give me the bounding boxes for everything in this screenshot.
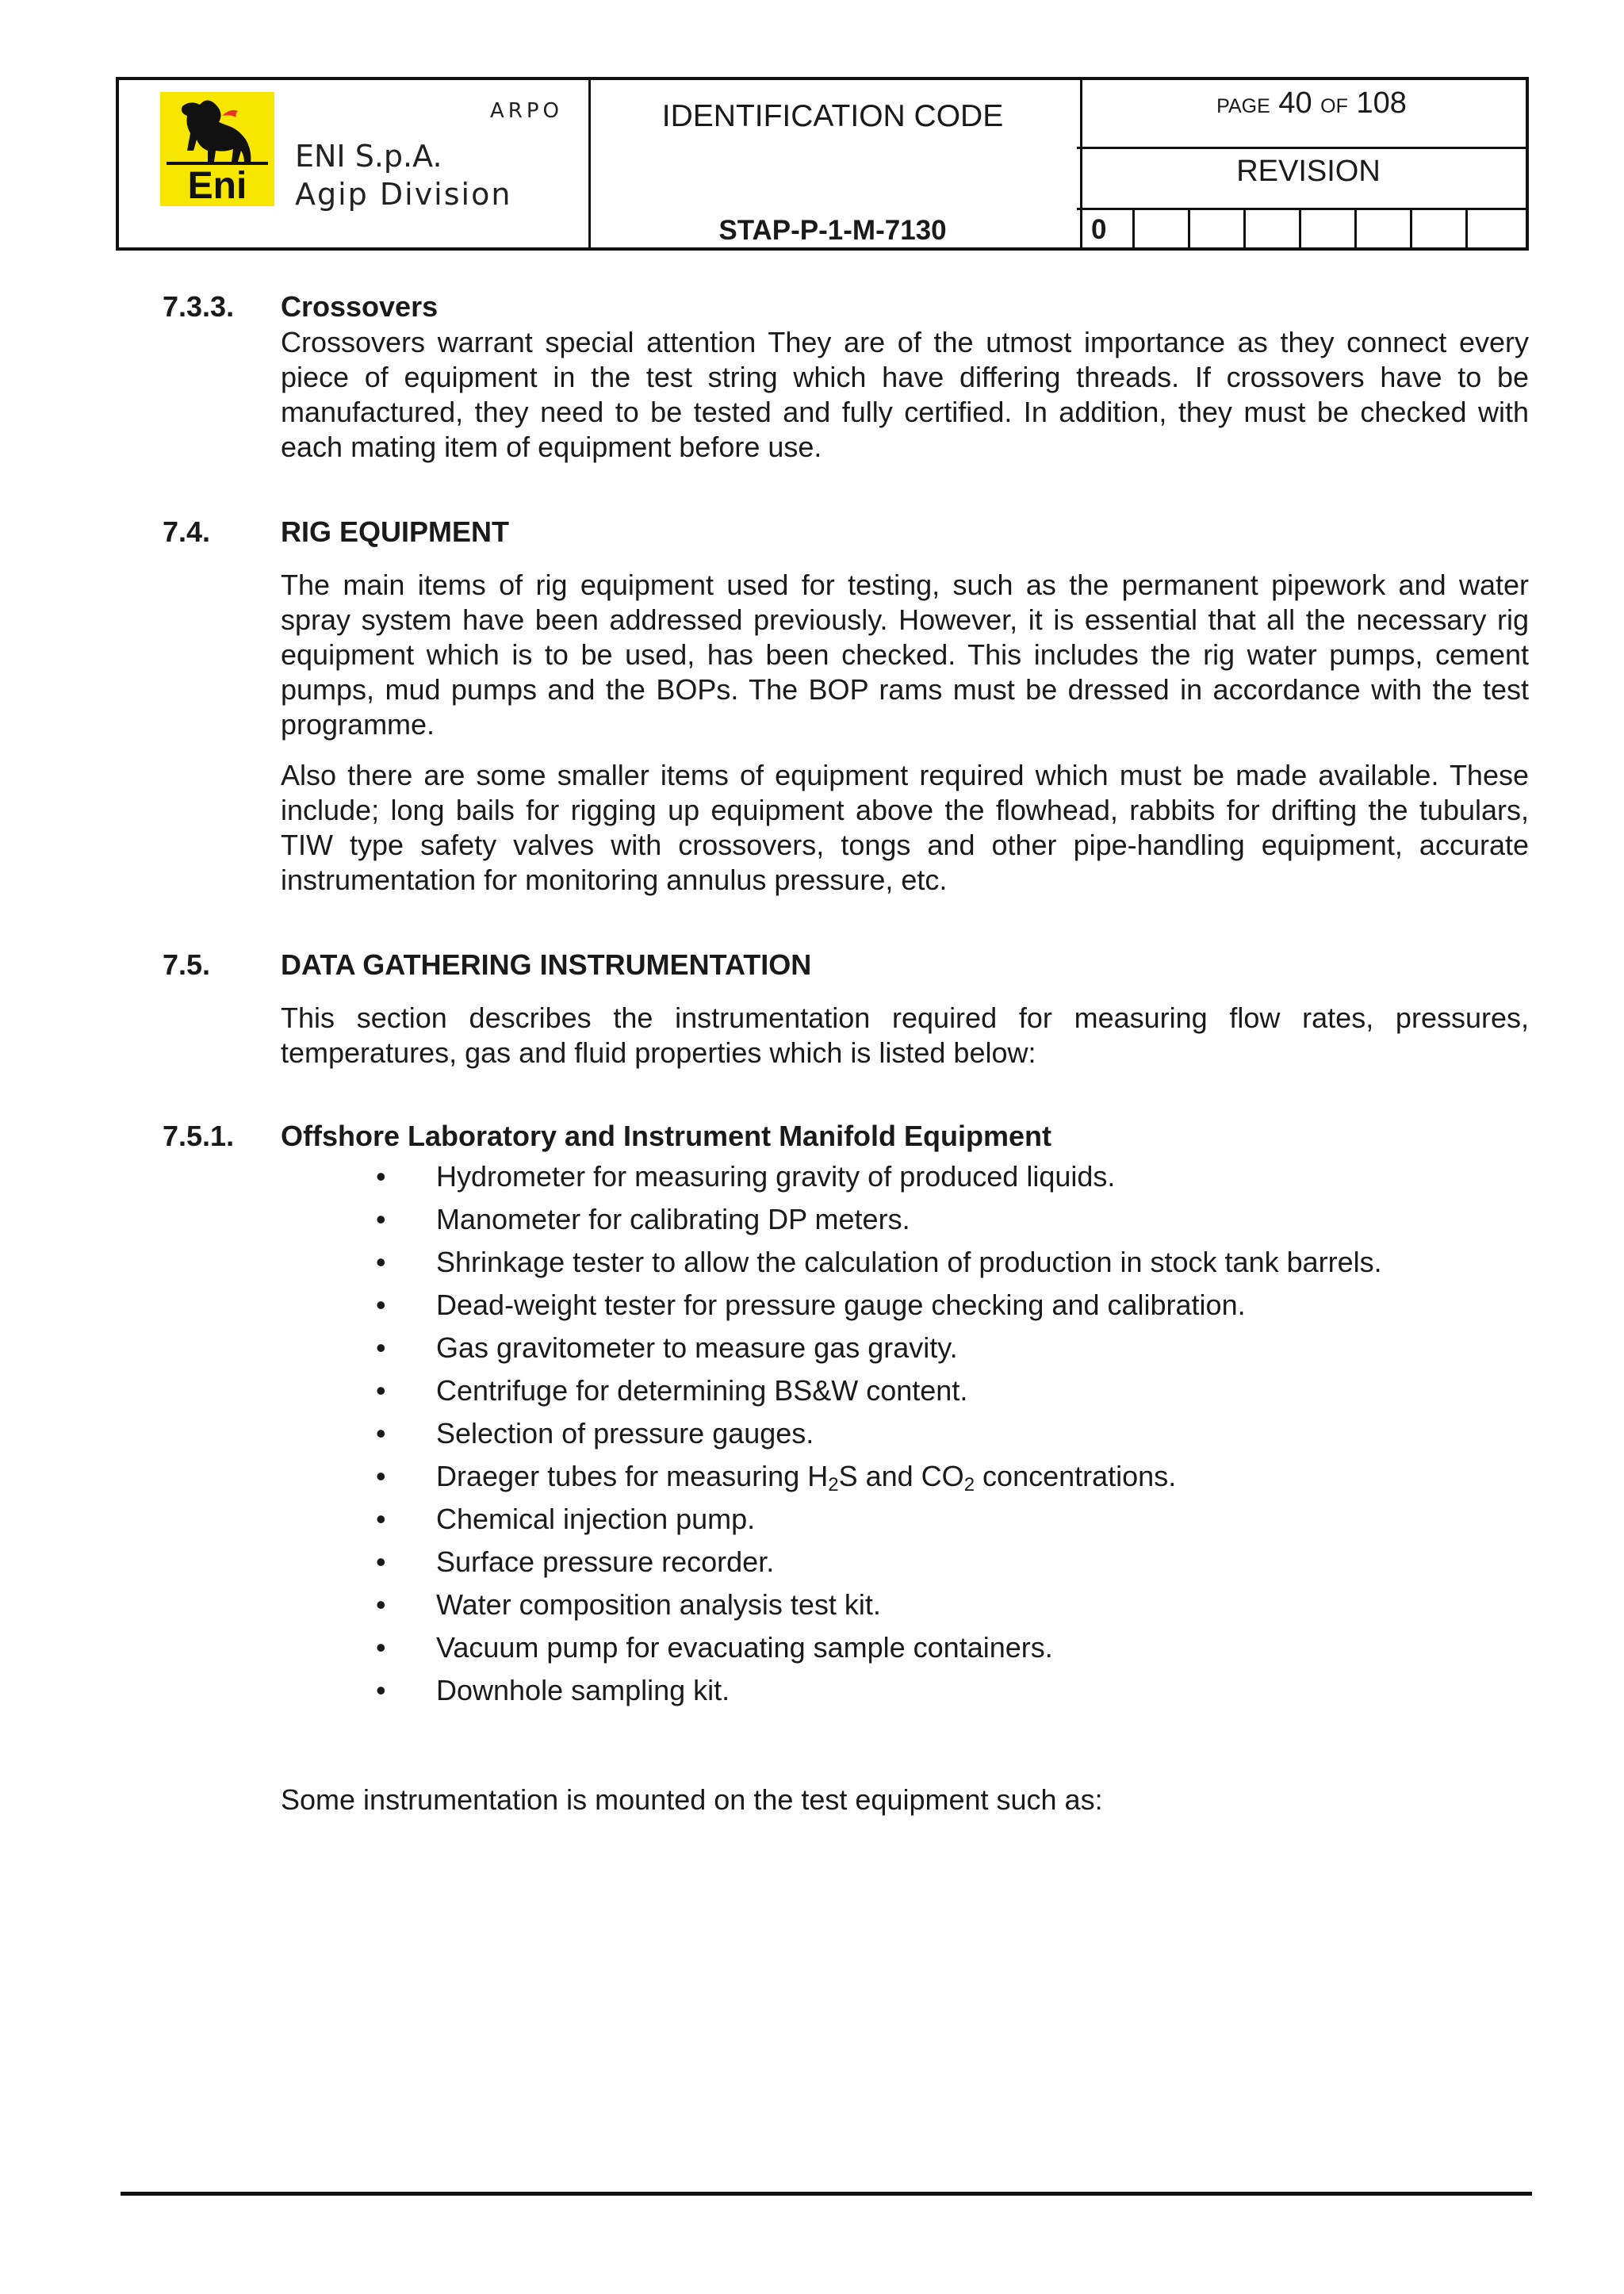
revision-cell: [1188, 210, 1190, 249]
revision-divider-top: [1077, 147, 1527, 149]
subscript: 2: [963, 1474, 975, 1496]
bullet-icon: •: [376, 1503, 386, 1535]
draeger-prefix: Draeger tubes for measuring H: [436, 1460, 829, 1492]
list-item: [281, 1159, 1529, 1202]
bullet-icon: •: [376, 1331, 386, 1364]
list-item-text: Water composition analysis test kit.: [436, 1588, 881, 1621]
bullet-icon: •: [376, 1289, 386, 1321]
company-line-2: Agip Division: [295, 177, 512, 212]
list-item: [281, 1545, 1529, 1587]
draeger-suffix: concentrations.: [975, 1460, 1177, 1492]
list-item: [281, 1245, 1529, 1288]
page-total: 108: [1356, 86, 1407, 120]
bullet-icon: •: [376, 1417, 386, 1450]
revision-label: REVISION: [1236, 155, 1381, 188]
bullet-icon: •: [376, 1374, 386, 1407]
section-number: 7.4.: [163, 515, 211, 548]
identification-code-label: IDENTIFICATION CODE: [661, 99, 1004, 133]
list-item-text: Hydrometer for measuring gravity of produced liquids.: [436, 1160, 1116, 1193]
closing-paragraph: Some instrumentation is mounted on the test equipment such as:: [281, 1783, 1103, 1816]
revision-cell: [1132, 210, 1135, 249]
section-title: Crossovers: [281, 290, 439, 323]
section-paragraph: Crossovers warrant special attention They are of the utmost importance as they connect every piece of equipment in the test string which have differing threads. If crossovers have to be manufactured, they need to be tested and fully certified. In addition, they must be checked with each mating item of equipment before use.: [281, 326, 1529, 463]
list-item-text: Gas gravitometer to measure gas gravity.: [436, 1331, 958, 1364]
logo-text: Eni: [187, 165, 247, 206]
page-indicator: [1094, 86, 1529, 121]
list-item: [281, 1416, 1529, 1459]
list-item: [281, 1459, 1529, 1502]
revision-value: 0: [1091, 214, 1107, 245]
page-of: OF: [1320, 95, 1348, 117]
list-item-text: Surface pressure recorder.: [436, 1545, 775, 1578]
revision-cell: [1354, 210, 1357, 249]
arpo-label: ARPO: [490, 99, 563, 123]
list-item: [281, 1288, 1529, 1331]
list-item-text: Shrinkage tester to allow the calculation of production in stock tank barrels.: [436, 1246, 1382, 1278]
section-paragraph: The main items of rig equipment used for testing, such as the permanent pipework and water spray system have been addressed previously. However, it is essential that all the necessary rig equipment which is to be used, has been checked. This includes the rig water pumps, cement pumps, mud pumps and the BOPs. The BOP rams must be dressed in accordance with the test programme.: [281, 569, 1529, 741]
list-item-text: Downhole sampling kit.: [436, 1674, 730, 1706]
header-divider: [1080, 80, 1082, 247]
section-title: RIG EQUIPMENT: [281, 515, 510, 548]
list-item: [281, 1673, 1529, 1716]
section-number: 7.5.: [163, 948, 211, 981]
six-legged-dog-logo-icon: [160, 92, 274, 206]
list-item-text: Dead-weight tester for pressure gauge checking and calibration.: [436, 1289, 1246, 1321]
bullet-icon: •: [376, 1631, 386, 1664]
company-line-1: ENI S.p.A.: [295, 139, 442, 174]
revision-divider-bottom: [1077, 208, 1527, 210]
bullet-icon: •: [376, 1674, 386, 1706]
bullet-icon: •: [376, 1545, 386, 1578]
list-item-text: Manometer for calibrating DP meters.: [436, 1203, 910, 1235]
list-item-text: [436, 1459, 1176, 1494]
bullet-icon: •: [376, 1160, 386, 1193]
bullet-icon: •: [376, 1588, 386, 1621]
revision-cell: [1410, 210, 1412, 249]
bullet-icon: •: [376, 1460, 386, 1492]
bullet-icon: •: [376, 1246, 386, 1278]
bullet-icon: •: [376, 1203, 386, 1235]
revision-cell: [1465, 210, 1468, 249]
section-number: 7.3.3.: [163, 290, 235, 323]
equipment-list: [281, 1159, 1529, 1716]
list-item: [281, 1373, 1529, 1416]
eni-logo: [160, 92, 274, 206]
list-item: [281, 1502, 1529, 1545]
section-title: DATA GATHERING INSTRUMENTATION: [281, 948, 812, 981]
footer-rule: [121, 2192, 1532, 2196]
section-paragraph: Also there are some smaller items of equipment required which must be made available. These include; long bails for rigging up equipment above the flowhead, rabbits for drifting the tubulars, TIW type safety valves with crossovers, tongs and other pipe-handling equipment, accurate instrumentation for monitoring annulus pressure, etc.: [281, 759, 1529, 896]
company-name: [295, 137, 511, 213]
list-item: [281, 1587, 1529, 1630]
document-number: STAP-P-1-M-7130: [718, 215, 947, 246]
list-item: [281, 1630, 1529, 1673]
draeger-mid: S and CO: [838, 1460, 964, 1492]
section-paragraph: This section describes the instrumentation required for measuring flow rates, pressures, temperatures, gas and fluid properties which is listed below:: [281, 1001, 1529, 1069]
section-title: Offshore Laboratory and Instrument Manifold Equipment: [281, 1120, 1052, 1152]
list-item: [281, 1331, 1529, 1373]
revision-cell: [1243, 210, 1246, 249]
list-item-text: Selection of pressure gauges.: [436, 1417, 814, 1450]
page-prefix: PAGE: [1216, 95, 1270, 117]
list-item: [281, 1202, 1529, 1245]
list-item-text: Centrifuge for determining BS&W content.: [436, 1374, 968, 1407]
page-number: 40: [1278, 86, 1312, 120]
list-item-text: Chemical injection pump.: [436, 1503, 756, 1535]
revision-cell: [1299, 210, 1301, 249]
list-item-text: Vacuum pump for evacuating sample containers.: [436, 1631, 1053, 1664]
subscript: 2: [828, 1474, 839, 1496]
section-number: 7.5.1.: [163, 1120, 235, 1152]
